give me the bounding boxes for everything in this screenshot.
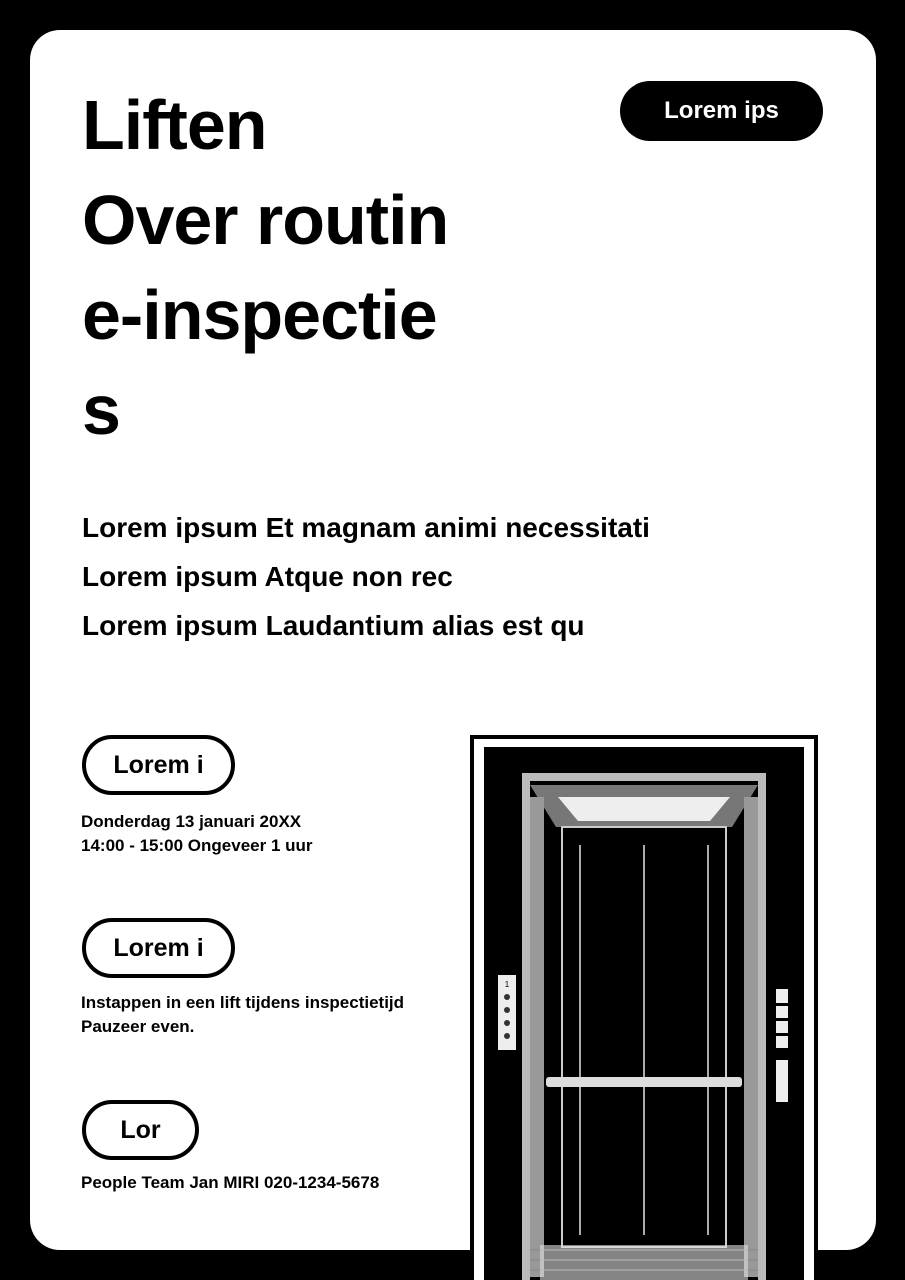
time-line: 14:00 - 15:00 Ongeveer 1 uur xyxy=(81,836,313,855)
header-badge: Lorem ips xyxy=(620,81,823,141)
section-label-date: Lorem i xyxy=(82,735,235,795)
title-line: Over routin xyxy=(82,181,449,259)
date-line: Donderdag 13 januari 20XX xyxy=(81,812,302,831)
title-line: Liften xyxy=(82,86,267,164)
section-label-notice: Lorem i xyxy=(82,918,235,978)
floor-label: 1 xyxy=(504,980,510,989)
notice-line: Instappen in een lift tijdens inspectietijd xyxy=(81,993,405,1012)
section-text-notice xyxy=(81,991,404,1039)
intro-text xyxy=(82,503,650,650)
notice-line: Pauzeer even. xyxy=(81,1017,195,1036)
title-line: e-inspectie xyxy=(82,276,437,354)
section-label-contact: Lor xyxy=(82,1100,199,1160)
title-line: s xyxy=(82,371,120,449)
intro-line: Lorem ipsum Et magnam animi necessitati xyxy=(82,512,650,543)
intro-line: Lorem ipsum Laudantium alias est qu xyxy=(82,610,585,641)
section-text-contact xyxy=(81,1171,379,1195)
section-text-date xyxy=(81,810,313,858)
elevator-icon xyxy=(470,735,818,1280)
contact-line: People Team Jan MIRI 020-1234-5678 xyxy=(81,1173,380,1192)
intro-line: Lorem ipsum Atque non rec xyxy=(82,561,453,592)
page-title xyxy=(82,78,448,458)
